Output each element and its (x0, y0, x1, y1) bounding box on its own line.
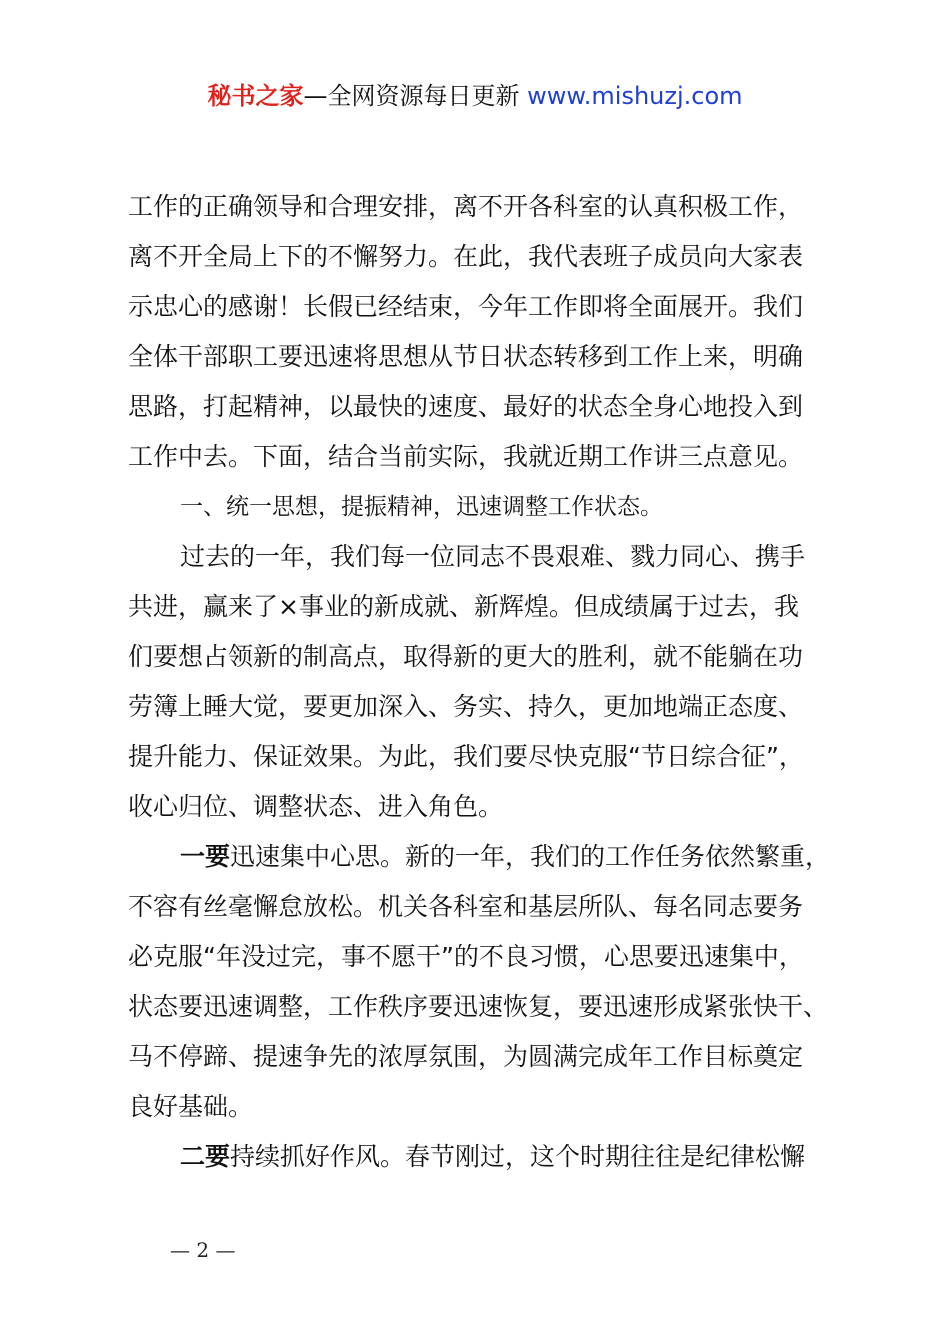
text-line: 马不停蹄、提速争先的浓厚氛围，为圆满完成年工作目标奠定 (128, 1042, 804, 1071)
text-line: 们要想占领新的制高点，取得新的更大的胜利，就不能躺在功 (128, 642, 804, 671)
text-line: 离不开全局上下的不懈努力。在此，我代表班子成员向大家表 (128, 242, 804, 271)
text-line (128, 1132, 858, 1182)
text-line: 工作的正确领导和合理安排，离不开各科室的认真积极工作， (128, 192, 804, 221)
lead-phrase: 二要 (180, 1142, 231, 1171)
text-line: 思路，打起精神，以最快的速度、最好的状态全身心地投入到 (128, 392, 804, 421)
text-line: 不容有丝毫懈怠放松。机关各科室和基层所队、每名同志要务 (128, 892, 804, 921)
text-segment: 持续抓好作风。春节刚过，这个时期往往是纪律松懈 (230, 1142, 806, 1171)
text-line: 工作中去。下面，结合当前实际，我就近期工作讲三点意见。 (128, 442, 804, 471)
document-body (128, 182, 858, 1182)
text-line: 劳簿上睡大觉，要更加深入、务实、持久，更加地端正态度、 (128, 692, 804, 721)
header-tagline: —全网资源每日更新 (303, 82, 520, 110)
text-line: 过去的一年，我们每一位同志不畏艰难、戮力同心、携手 (180, 542, 806, 571)
text-line: 状态要迅速调整，工作秩序要迅速恢复，要迅速形成紧张快干、 (128, 992, 829, 1021)
brand-name: 秘书之家 (207, 82, 304, 110)
text-line: 共进，赢来了×事业的新成就、新辉煌。但成绩属于过去，我 (128, 592, 799, 621)
text-line: 必克服“年没过完，事不愿干”的不良习惯，心思要迅速集中， (128, 942, 804, 971)
text-line: 全体干部职工要迅速将思想从节日状态转移到工作上来，明确 (128, 342, 804, 371)
text-line (128, 832, 858, 882)
text-line: 良好基础。 (128, 1092, 254, 1121)
text-line: 示忠心的感谢！长假已经结束，今年工作即将全面展开。我们 (128, 292, 804, 321)
site-header (0, 80, 950, 112)
section-heading: 一、统一思想，提振精神，迅速调整工作状态。 (180, 494, 663, 520)
text-segment: 迅速集中心思。新的一年，我们的工作任务依然繁重， (230, 842, 831, 871)
page-number: — 2 — (170, 1238, 236, 1262)
text-line: 提升能力、保证效果。为此，我们要尽快克服“节日综合征”， (128, 742, 804, 771)
text-line: 收心归位、调整状态、进入角色。 (128, 792, 504, 821)
lead-phrase: 一要 (180, 842, 231, 871)
site-url-link[interactable]: www.mishuzj.com (527, 82, 743, 110)
